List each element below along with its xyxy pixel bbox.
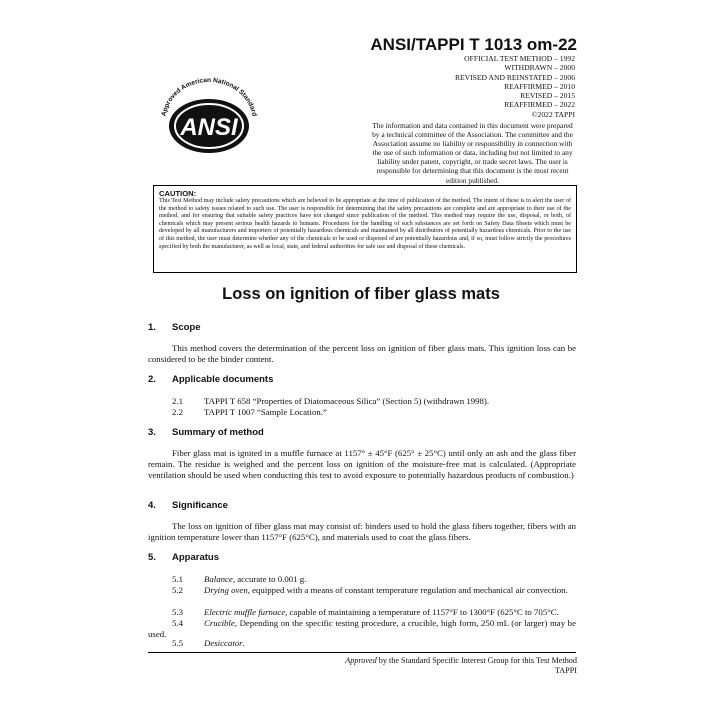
- disclaimer-text: The information and data contained in this document were prepared by a technical committee of the Association. The committee and the Association assume no liability or responsibility in connection with the use of such information or data, including but not limited to any liability under patent, copyright, or trade secret laws. The user is responsible for determining that this document is the most recent edition published.: [372, 121, 573, 185]
- item-number: 5.2: [172, 585, 183, 595]
- list-item: [148, 607, 576, 618]
- item-number: 5.1: [172, 574, 183, 584]
- list-item: [148, 396, 576, 407]
- item-text: , accurate to 0.001 g.: [232, 574, 307, 584]
- item-number: 5.5: [172, 638, 183, 648]
- section-title: Applicable documents: [172, 374, 274, 385]
- item-text: TAPPI T 658 “Properties of Diatomaceous Silica” (Section 5) (withdrawn 1998).: [204, 396, 490, 406]
- history-line: ©2022 TAPPI: [531, 109, 575, 119]
- item-number: 5.4: [172, 618, 183, 628]
- list-item: [148, 407, 576, 418]
- item-number: 2.1: [172, 396, 183, 406]
- caution-text: This Test Method may include safety precautions which are believed to be appropriate at the time of publication of the method. The intent of these is to alert the user of the method to safety issues related to such use. The user is responsible for determining that the safety precautions are complete and are appropriate to their use of the method, and for ensuring that suitable safety practices have not changed since publication of the method. This method may require the use, disposal, or both, of chemicals which may present serious health hazards to humans. Procedures for the handling of such substances are set forth on Safety Data Sheets which must be developed by all manufacturers and importers of potentially hazardous chemicals and maintained by all distributors of potentially hazardous chemicals. Prior to the use of this method, the user must determine whether any of the chemicals to be used or disposed of are potentially hazardous and, if so, must follow strictly the procedures specified by both the manufacturer, as well as local, state, and federal authorities for safe use and disposal of these chemicals.: [159, 198, 571, 250]
- logo-arc-text: Approved American National Standard: [160, 76, 258, 117]
- significance-paragraph: The loss on ignition of fiber glass mat may consist of: binders used to hold the glass fibers together, fibers with an ignition temperature lower than 1157°F (625°C), and materials used to coat the glass fibers.: [148, 521, 576, 543]
- list-item: [148, 638, 576, 649]
- section-number: 2.: [148, 374, 156, 385]
- section-title: Apparatus: [172, 552, 219, 563]
- item-text: , Depending on the specific testing procedure, a crucible, high form, 250 mL (or larger) may be used.: [148, 618, 576, 640]
- section-heading-scope: [148, 322, 201, 333]
- item-term: Drying oven: [204, 585, 248, 595]
- caution-title: CAUTION:: [159, 189, 197, 198]
- section-title: Summary of method: [172, 427, 264, 438]
- ansi-logo: [153, 62, 263, 162]
- section-heading-summary: [148, 427, 264, 438]
- item-number: 5.3: [172, 607, 183, 617]
- history-line: REVISED – 2015: [520, 91, 575, 101]
- scope-paragraph: This method covers the determination of the percent loss on ignition of fiber glass mats. This ignition loss can be considered to be the binder content.: [148, 343, 576, 365]
- history-line: REVISED AND REINSTATED – 2006: [454, 72, 575, 82]
- item-text: , capable of maintaining a temperature of 1157°F to 1300°F (625°C to 705°C.: [285, 607, 559, 617]
- caution-box: [153, 185, 577, 273]
- section-heading-applicable-documents: [148, 374, 273, 385]
- history-line: REAFFIRMED – 2022: [504, 100, 575, 110]
- history-line: WITHDRAWN – 2000: [504, 63, 575, 73]
- summary-paragraph: Fiber glass mat is ignited in a muffle furnace at 1157° ± 45°F (625° ± 25°C) until only an ash and the glass fiber remain. The residue is weighed and the percent loss on ignition of the moisture-free mat is calculated. (Appropriate ventilation should be used when conducting this test to avoid exposure to potentially hazardous products of combustion.): [148, 448, 576, 481]
- approved-term: Approved: [345, 656, 377, 665]
- document-number: ANSI/TAPPI T 1013 om-22: [370, 35, 577, 54]
- revision-history: [455, 54, 575, 119]
- item-term: Desiccator: [204, 638, 243, 648]
- footer-divider: [148, 652, 576, 653]
- item-text: .: [242, 638, 245, 648]
- history-line: REAFFIRMED – 2010: [504, 81, 575, 91]
- section-number: 4.: [148, 500, 156, 511]
- item-text: , equipped with a means of constant temperature regulation and mechanical air convection.: [247, 585, 568, 595]
- list-item: [148, 585, 576, 596]
- item-number: 2.2: [172, 407, 183, 417]
- document-title: Loss on ignition of fiber glass mats: [222, 285, 500, 303]
- history-line: OFFICIAL TEST METHOD – 1992: [464, 54, 575, 63]
- section-title: Scope: [172, 322, 201, 333]
- list-item: [148, 574, 576, 585]
- section-title: Significance: [172, 500, 228, 511]
- logo-letters: ANSI: [180, 114, 238, 141]
- approved-text: by the Standard Specific Interest Group for this Test Method: [376, 656, 577, 665]
- item-text: TAPPI T 1007 “Sample Location.”: [204, 407, 327, 417]
- item-term: Balance: [204, 574, 233, 584]
- section-number: 1.: [148, 322, 156, 333]
- item-term: Crucible: [204, 618, 235, 628]
- section-heading-apparatus: [148, 552, 219, 563]
- item-term: Electric muffle furnace: [204, 607, 286, 617]
- section-heading-significance: [148, 500, 228, 511]
- section-number: 3.: [148, 427, 156, 438]
- section-number: 5.: [148, 552, 156, 563]
- approval-note: [345, 656, 577, 676]
- footer-org: TAPPI: [554, 666, 577, 675]
